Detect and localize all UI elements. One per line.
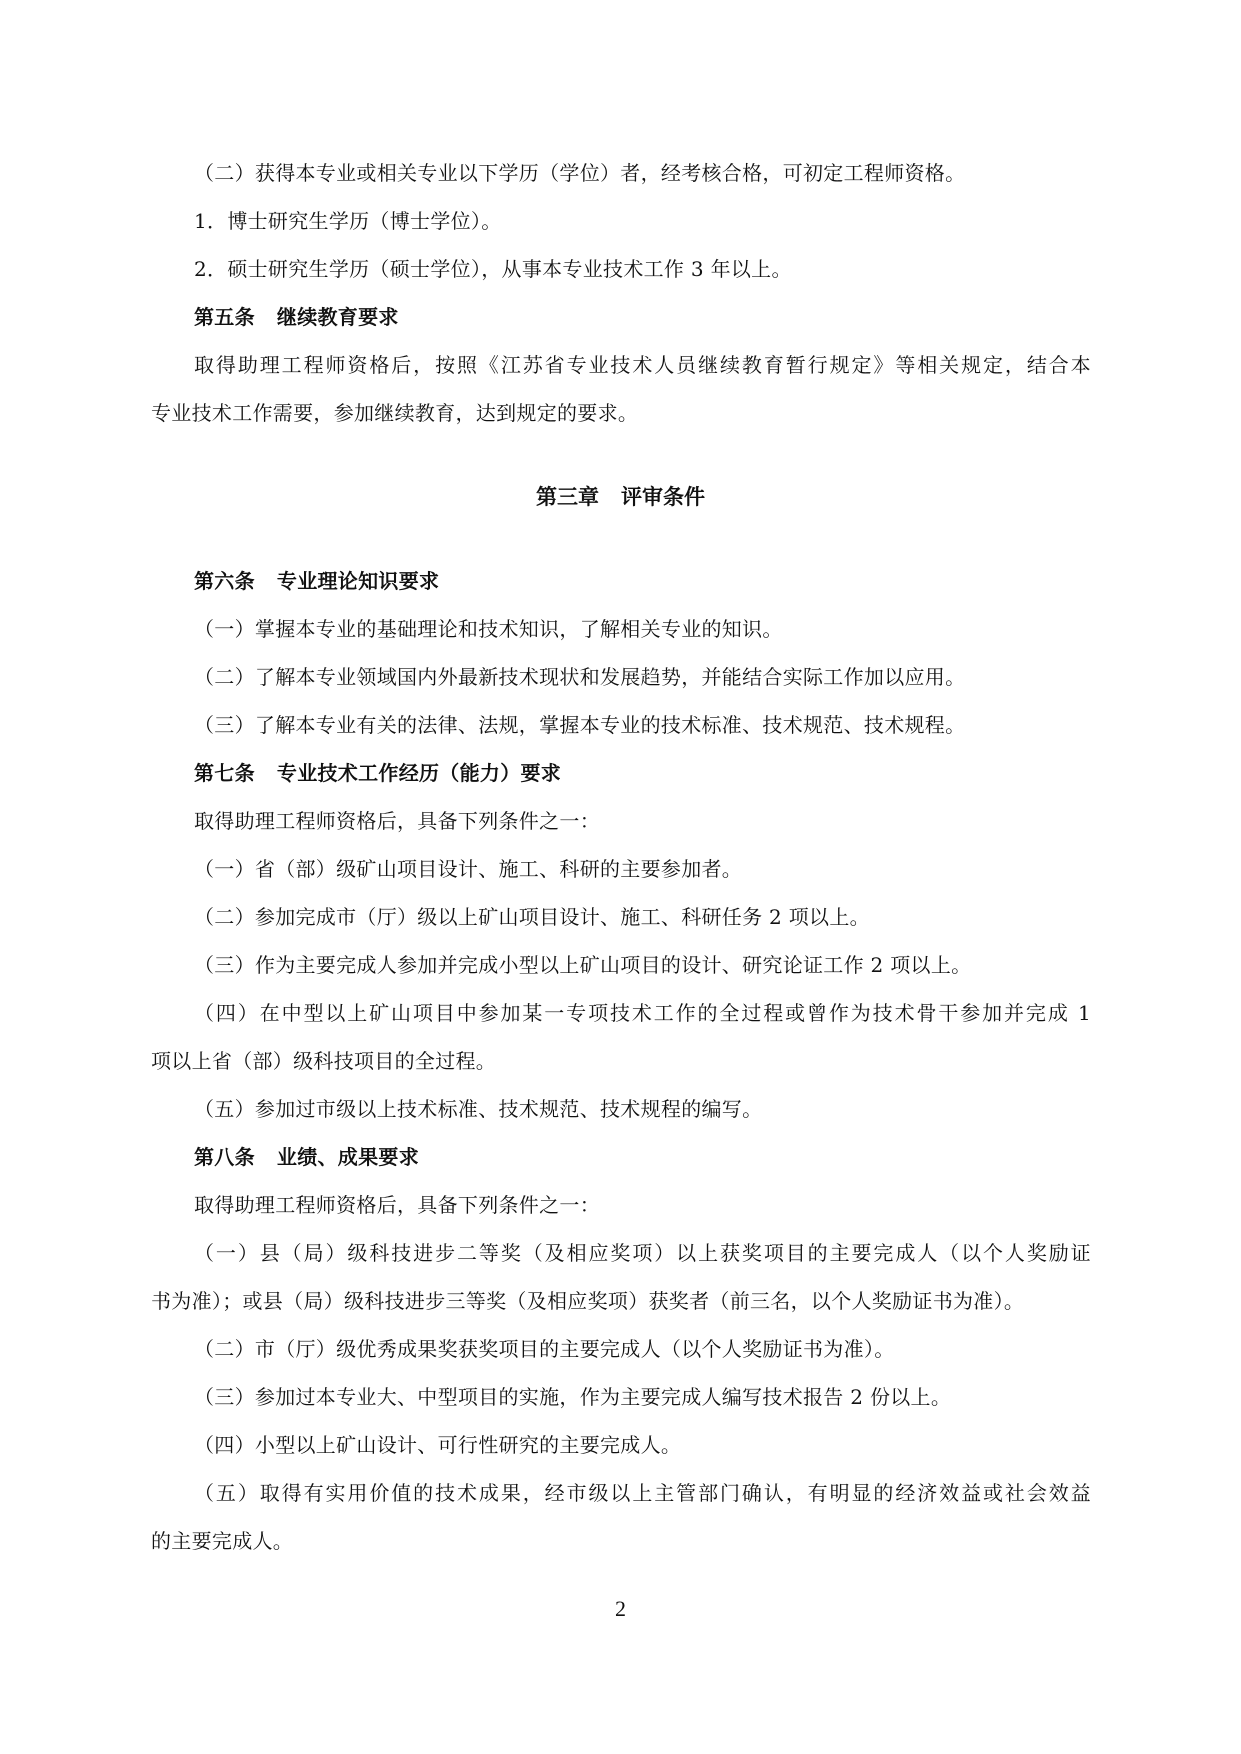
article-number: 第八条 <box>194 1145 255 1169</box>
article-heading <box>194 566 1134 596</box>
paragraph-line: 2．硕士研究生学历（硕士学位），从事本专业技术工作 3 年以上。 <box>194 257 792 281</box>
list-item: （一）掌握本专业的基础理论和技术知识，了解相关专业的知识。 <box>194 617 783 641</box>
list-item: （一）省（部）级矿山项目设计、施工、科研的主要参加者。 <box>194 857 743 881</box>
article-title: 专业技术工作经历（能力）要求 <box>276 761 562 785</box>
article-heading <box>194 1142 1134 1172</box>
article-title: 专业理论知识要求 <box>276 569 440 593</box>
list-item-continuation: 项以上省（部）级科技项目的全过程。 <box>151 1049 497 1073</box>
chapter-heading <box>0 482 1241 512</box>
article-title: 继续教育要求 <box>276 305 399 329</box>
article-heading <box>194 758 1134 788</box>
list-item: （三）作为主要完成人参加并完成小型以上矿山项目的设计、研究论证工作 2 项以上。 <box>194 953 972 977</box>
paragraph-line: （二）获得本专业或相关专业以下学历（学位）者，经考核合格，可初定工程师资格。 <box>194 161 966 185</box>
article-number: 第七条 <box>194 761 255 785</box>
list-item-continuation: 的主要完成人。 <box>151 1529 294 1553</box>
paragraph-line: 取得助理工程师资格后，具备下列条件之一： <box>194 1193 600 1217</box>
list-item: （四）小型以上矿山设计、可行性研究的主要完成人。 <box>194 1433 682 1457</box>
list-item: （四）在中型以上矿山项目中参加某一专项技术工作的全过程或曾作为技术骨干参加并完成 1 <box>194 1001 1091 1025</box>
list-item: （二）了解本专业领域国内外最新技术现状和发展趋势，并能结合实际工作加以应用。 <box>194 665 966 689</box>
paragraph-line: 专业技术工作需要，参加继续教育，达到规定的要求。 <box>151 401 639 425</box>
list-item: （五）取得有实用价值的技术成果，经市级以上主管部门确认，有明显的经济效益或社会效益 <box>194 1481 1091 1505</box>
article-heading <box>194 302 1134 332</box>
list-item: （三）了解本专业有关的法律、法规，掌握本专业的技术标准、技术规范、技术规程。 <box>194 713 966 737</box>
list-item: （三）参加过本专业大、中型项目的实施，作为主要完成人编写技术报告 2 份以上。 <box>194 1385 952 1409</box>
article-number: 第五条 <box>194 305 255 329</box>
article-title: 业绩、成果要求 <box>276 1145 420 1169</box>
paragraph-line: 1．博士研究生学历（博士学位）。 <box>194 209 502 233</box>
list-item: （五）参加过市级以上技术标准、技术规范、技术规程的编写。 <box>194 1097 763 1121</box>
chapter-title: 评审条件 <box>621 485 705 509</box>
page-number: 2 <box>615 1596 626 1621</box>
paragraph-line: 取得助理工程师资格后，具备下列条件之一： <box>194 809 600 833</box>
list-item-continuation: 书为准）；或县（局）级科技进步三等奖（及相应奖项）获奖者（前三名，以个人奖励证书为准）。 <box>151 1289 1025 1313</box>
list-item: （一）县（局）级科技进步二等奖（及相应奖项）以上获奖项目的主要完成人（以个人奖励证 <box>194 1241 1091 1265</box>
article-number: 第六条 <box>194 569 255 593</box>
paragraph-line: 取得助理工程师资格后，按照《江苏省专业技术人员继续教育暂行规定》等相关规定，结合本 <box>194 353 1091 377</box>
list-item: （二）市（厅）级优秀成果奖获奖项目的主要完成人（以个人奖励证书为准）。 <box>194 1337 895 1361</box>
list-item: （二）参加完成市（厅）级以上矿山项目设计、施工、科研任务 2 项以上。 <box>194 905 870 929</box>
chapter-number: 第三章 <box>536 485 599 509</box>
